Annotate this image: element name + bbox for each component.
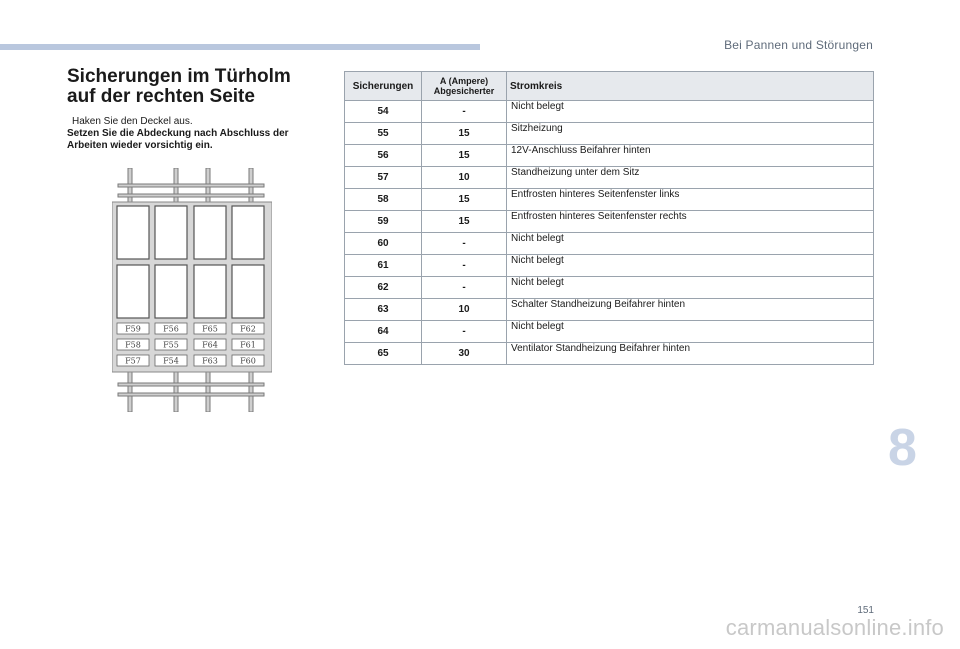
cell-fuse: 58: [345, 189, 422, 211]
cell-fuse: 56: [345, 145, 422, 167]
cell-circuit: Nicht belegt: [507, 321, 874, 343]
watermark: carmanualsonline.info: [725, 615, 944, 640]
fuse-label-f55: F55: [163, 340, 179, 350]
fuse-table: [344, 71, 874, 365]
cell-fuse: 61: [345, 255, 422, 277]
table-row: [345, 145, 874, 167]
fuse-label-f62: F62: [240, 324, 256, 334]
column-header-amp-line1: A (Ampere): [439, 76, 489, 86]
cell-circuit: Schalter Standheizung Beifahrer hinten: [507, 299, 874, 321]
fuse-label-f63: F63: [202, 356, 218, 366]
fuse-label-f59: F59: [125, 324, 141, 334]
cell-circuit: Ventilator Standheizung Beifahrer hinten: [507, 343, 874, 365]
cell-amp: -: [422, 321, 507, 343]
cell-circuit: Nicht belegt: [507, 255, 874, 277]
column-header-circuit: Stromkreis: [507, 72, 874, 101]
table-row: [345, 233, 874, 255]
instructions: [67, 116, 327, 152]
cell-circuit: Nicht belegt: [507, 277, 874, 299]
cell-fuse: 59: [345, 211, 422, 233]
cell-fuse: 65: [345, 343, 422, 365]
table-header-row: [345, 72, 874, 101]
fuse-label-f56: F56: [163, 324, 179, 334]
table-row: [345, 123, 874, 145]
fuse-label-f57: F57: [125, 356, 141, 366]
page-title: [67, 67, 327, 107]
table-row: [345, 255, 874, 277]
cell-amp: -: [422, 277, 507, 299]
column-header-amp: [422, 72, 507, 101]
cell-fuse: 63: [345, 299, 422, 321]
chapter-number: 8: [888, 419, 917, 477]
cell-amp: 15: [422, 145, 507, 167]
fuse-box-diagram: [112, 168, 272, 412]
cell-circuit: 12V-Anschluss Beifahrer hinten: [507, 145, 874, 167]
page-title-line1: Sicherungen im Türholm: [67, 66, 291, 87]
cell-amp: 15: [422, 189, 507, 211]
table-row: [345, 101, 874, 123]
cell-amp: 30: [422, 343, 507, 365]
fuse-label-f58: F58: [125, 340, 141, 350]
cell-circuit: Sitzheizung: [507, 123, 874, 145]
cell-fuse: 54: [345, 101, 422, 123]
page-title-line2: auf der rechten Seite: [67, 86, 255, 107]
table-row: [345, 189, 874, 211]
fuse-label-f65: F65: [202, 324, 218, 334]
instruction-item: [67, 116, 327, 128]
cell-circuit: Nicht belegt: [507, 233, 874, 255]
fuse-label-f60: F60: [240, 356, 256, 366]
fuse-label-f64: F64: [202, 340, 218, 350]
instruction-text: Haken Sie den Deckel aus.: [72, 116, 193, 127]
cell-circuit: Nicht belegt: [507, 101, 874, 123]
fuse-label-f54: F54: [163, 356, 179, 366]
fuse-label-f61: F61: [240, 340, 256, 350]
header-accent-bar: [0, 44, 480, 50]
table-row: [345, 343, 874, 365]
table-row: [345, 321, 874, 343]
cell-circuit: Standheizung unter dem Sitz: [507, 167, 874, 189]
cell-amp: 10: [422, 299, 507, 321]
table-row: [345, 299, 874, 321]
cell-amp: 10: [422, 167, 507, 189]
cell-fuse: 57: [345, 167, 422, 189]
cell-fuse: 60: [345, 233, 422, 255]
cell-fuse: 64: [345, 321, 422, 343]
table-row: [345, 167, 874, 189]
page-number: 151: [857, 605, 874, 616]
cell-circuit: Entfrosten hinteres Seitenfenster links: [507, 189, 874, 211]
table-row: [345, 277, 874, 299]
cell-fuse: 55: [345, 123, 422, 145]
header-title: Bei Pannen und Störungen: [724, 38, 873, 52]
cell-amp: -: [422, 233, 507, 255]
table-row: [345, 211, 874, 233]
column-header-amp-line2: Abgesicherter: [433, 86, 495, 96]
cell-circuit: Entfrosten hinteres Seitenfenster rechts: [507, 211, 874, 233]
cell-amp: -: [422, 255, 507, 277]
cell-amp: -: [422, 101, 507, 123]
column-header-fuse: Sicherungen: [345, 72, 422, 101]
instruction-note: Setzen Sie die Abdeckung nach Abschluss der Arbeiten wieder vorsichtig ein.: [67, 128, 289, 151]
cell-amp: 15: [422, 211, 507, 233]
cell-fuse: 62: [345, 277, 422, 299]
cell-amp: 15: [422, 123, 507, 145]
